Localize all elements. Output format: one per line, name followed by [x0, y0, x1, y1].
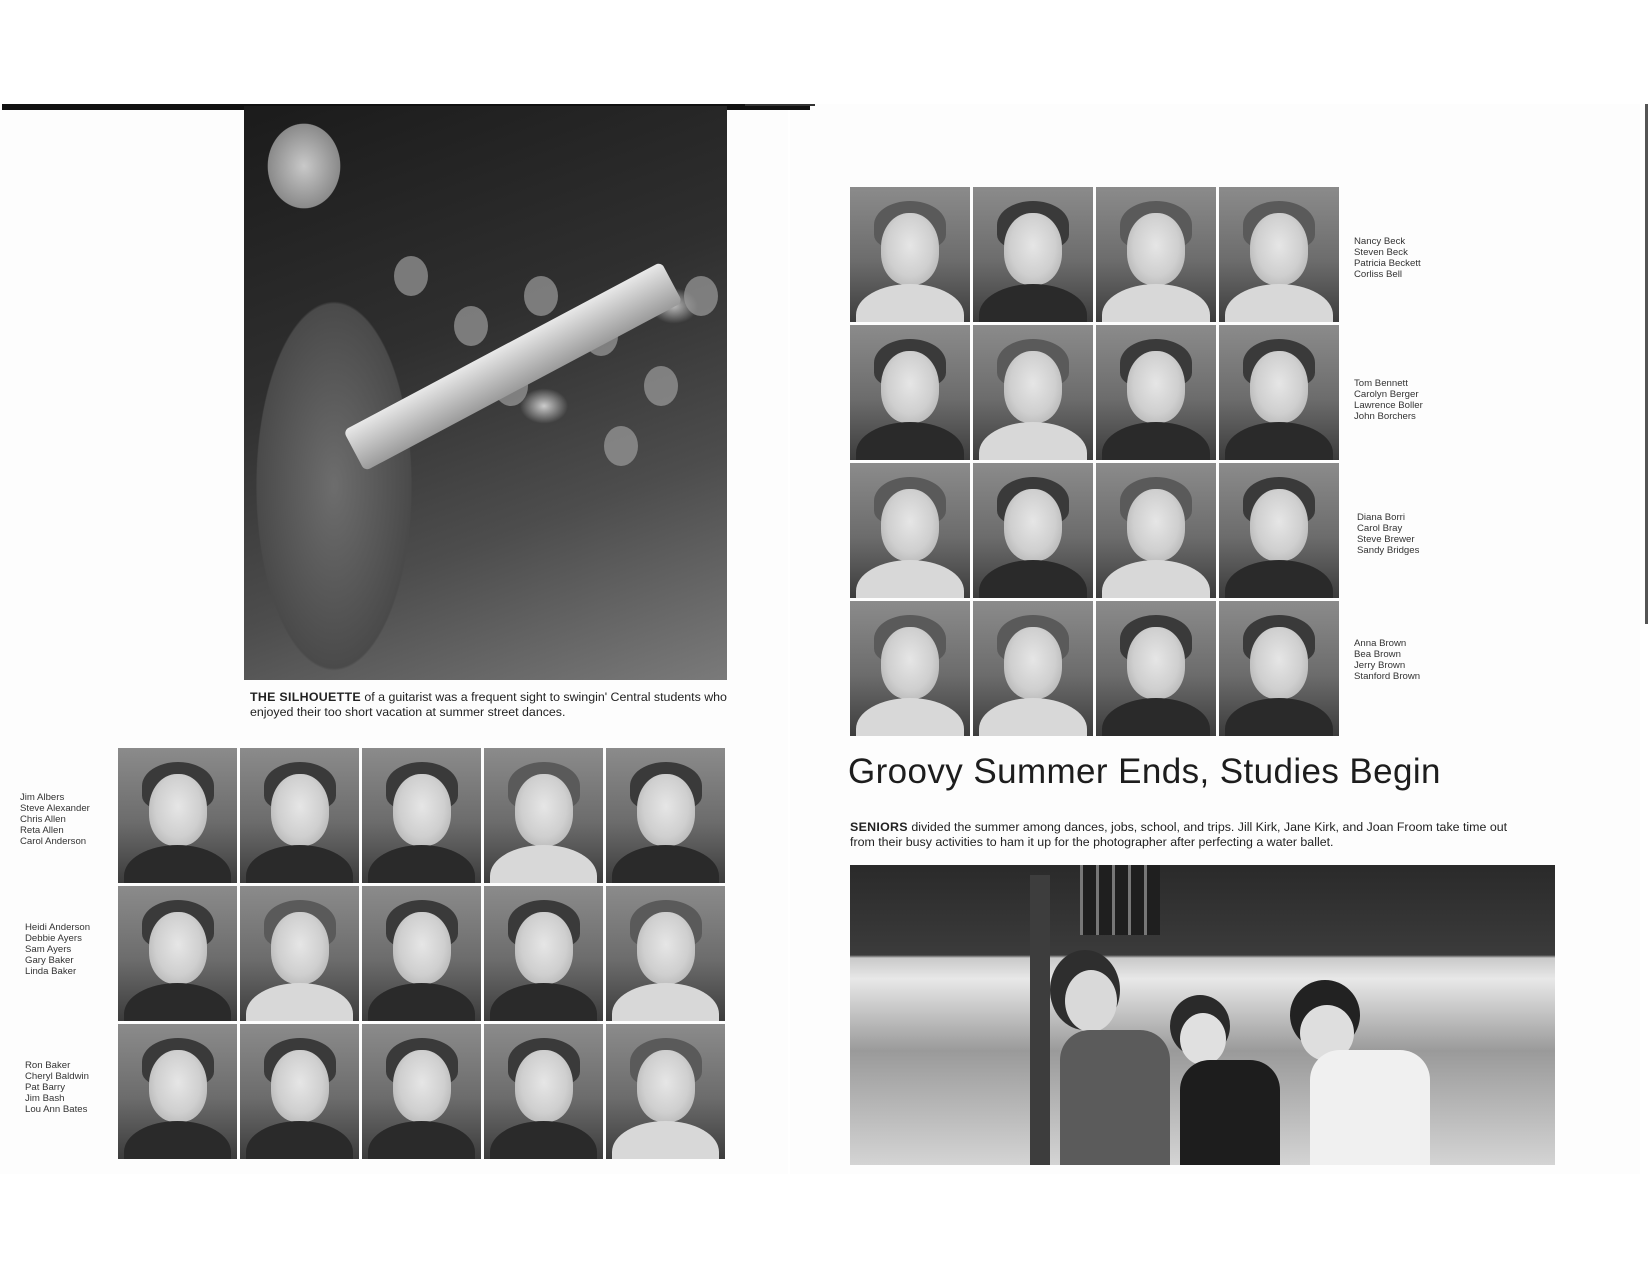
swimmer-face [1180, 1013, 1226, 1065]
student-name: Heidi Anderson [25, 922, 91, 933]
pool-ladder-pole [1030, 875, 1050, 1165]
portrait [118, 886, 237, 1021]
name-list-row-1 [1354, 236, 1421, 280]
guitarist-photo [244, 106, 727, 680]
portrait [1096, 187, 1216, 322]
name-list-row-3 [1357, 512, 1419, 556]
student-name: Steve Brewer [1357, 534, 1415, 545]
student-name: Jim Bash [25, 1093, 65, 1104]
portrait [362, 748, 481, 883]
portrait [362, 886, 481, 1021]
left-portrait-grid [118, 748, 725, 1159]
student-name: Reta Allen [20, 825, 64, 836]
portrait [606, 748, 725, 883]
caption-lead: THE SILHOUETTE [250, 690, 361, 704]
name-list-row-2 [25, 922, 90, 977]
student-name: Jerry Brown [1354, 660, 1406, 671]
swimmer-suit [1180, 1060, 1280, 1165]
portrait [484, 886, 603, 1021]
portrait [240, 886, 359, 1021]
caption-text: of a guitarist was a frequent sight to swingin' Central students who enjoyed their too short vacation at summer street dances. [250, 690, 727, 719]
portrait [118, 748, 237, 883]
student-name: Pat Barry [25, 1082, 65, 1093]
gutter-mark [745, 104, 815, 106]
name-list-row-2 [1354, 378, 1423, 422]
student-name: Debbie Ayers [25, 933, 82, 944]
name-list-row-4 [1354, 638, 1420, 682]
portrait [1219, 463, 1339, 598]
caption-text: divided the summer among dances, jobs, school, and trips. Jill Kirk, Jane Kirk, and Joan Froom take time out from their busy activities to ham it up for the photographer after perfecting a water ballet. [850, 820, 1508, 849]
portrait [850, 601, 970, 736]
student-name: Linda Baker [25, 966, 77, 977]
portrait [1219, 187, 1339, 322]
student-name: Bea Brown [1354, 649, 1401, 660]
portrait [484, 1024, 603, 1159]
portrait [1096, 601, 1216, 736]
portrait [973, 187, 1093, 322]
caption-lead: SENIORS [850, 820, 908, 834]
student-name: Gary Baker [25, 955, 74, 966]
portrait [1219, 325, 1339, 460]
student-name: Carol Anderson [20, 836, 87, 847]
right-portrait-grid [850, 187, 1339, 736]
student-name: Steve Alexander [20, 803, 90, 814]
pool-photo [850, 865, 1555, 1165]
portrait [606, 886, 725, 1021]
portrait [484, 748, 603, 883]
portrait [362, 1024, 481, 1159]
guitar-photo-caption [250, 690, 730, 720]
portrait [1219, 601, 1339, 736]
building-windows [1080, 865, 1160, 935]
student-name: Cheryl Baldwin [25, 1071, 89, 1082]
student-name: Patricia Beckett [1354, 258, 1421, 269]
student-name: John Borchers [1354, 411, 1416, 422]
portrait [973, 601, 1093, 736]
portrait [850, 325, 970, 460]
portrait [240, 1024, 359, 1159]
page-headline: Groovy Summer Ends, Studies Begin [848, 752, 1441, 791]
student-name: Sam Ayers [25, 944, 72, 955]
seniors-photo-caption [850, 820, 1530, 850]
name-list-row-3 [25, 1060, 89, 1115]
student-name: Nancy Beck [1354, 236, 1406, 247]
portrait [606, 1024, 725, 1159]
portrait [850, 187, 970, 322]
student-name: Ron Baker [25, 1060, 71, 1071]
student-name: Diana Borri [1357, 512, 1405, 523]
portrait [973, 325, 1093, 460]
student-name: Chris Allen [20, 814, 66, 825]
name-list-row-1 [20, 792, 90, 847]
student-name: Anna Brown [1354, 638, 1407, 649]
right-edge-shadow [1645, 104, 1648, 624]
student-name: Sandy Bridges [1357, 545, 1420, 556]
student-name: Jim Albers [20, 792, 65, 803]
student-name: Carolyn Berger [1354, 389, 1419, 400]
swimmer-suit [1310, 1050, 1430, 1165]
portrait [1096, 463, 1216, 598]
student-name: Lawrence Boller [1354, 400, 1423, 411]
student-name: Steven Beck [1354, 247, 1408, 258]
portrait [850, 463, 970, 598]
student-name: Tom Bennett [1354, 378, 1408, 389]
swimmer-suit [1060, 1030, 1170, 1165]
portrait [1096, 325, 1216, 460]
student-name: Lou Ann Bates [25, 1104, 88, 1115]
portrait [118, 1024, 237, 1159]
student-name: Stanford Brown [1354, 671, 1421, 682]
student-name: Corliss Bell [1354, 269, 1402, 280]
student-name: Carol Bray [1357, 523, 1403, 534]
portrait [973, 463, 1093, 598]
portrait [240, 748, 359, 883]
swimmer-face [1065, 970, 1117, 1032]
